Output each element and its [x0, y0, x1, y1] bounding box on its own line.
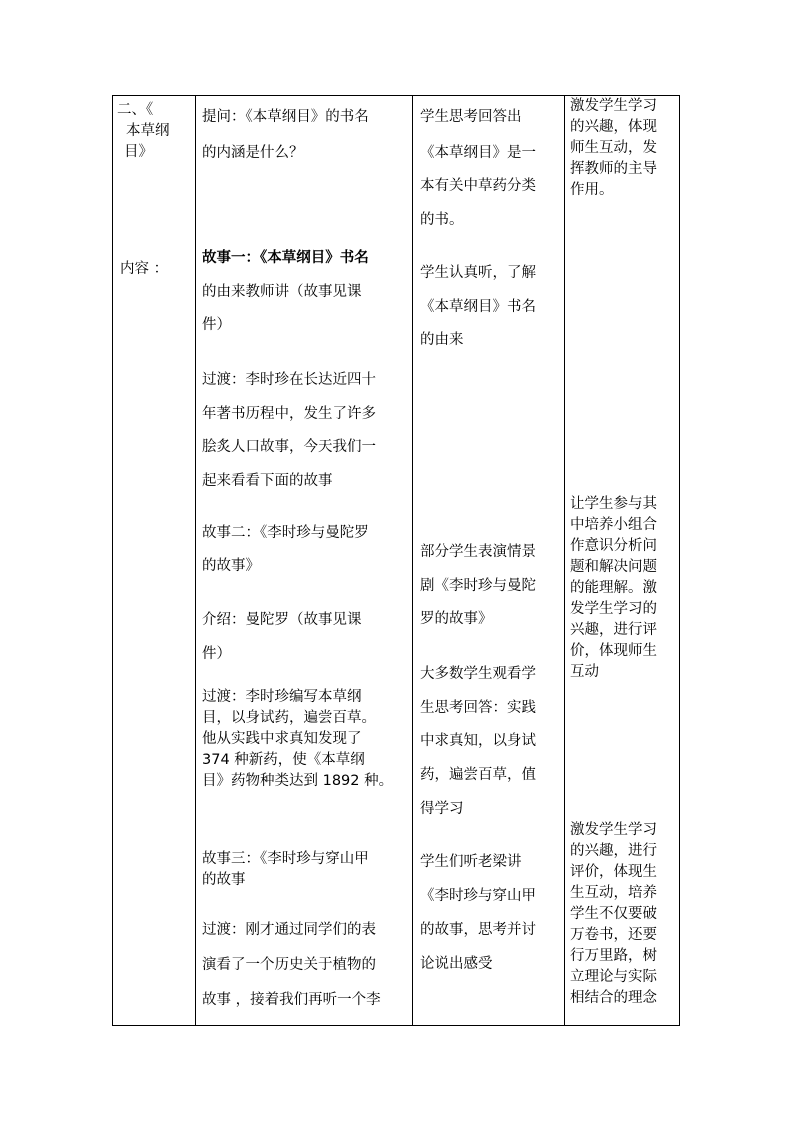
transition-text: 起来看看下面的故事 [202, 473, 333, 489]
transition-text: 演看了一个历史关于植物的 [202, 957, 376, 973]
student-activity-text: 《本草纲目》是一 [420, 145, 536, 161]
transition-text: 他从实践中求真知发现了 [202, 731, 362, 747]
design-intent-text: 价，体现师生 [570, 643, 657, 659]
design-intent-text: 让学生参与其 [570, 496, 657, 512]
story-one-text: 件） [202, 317, 231, 333]
story-one-text: 的由来教师讲（故事见课 [202, 284, 362, 300]
intro-text: 介绍：曼陀罗（故事见课 [202, 612, 362, 628]
transition-text: 374 种新药，使《本草纲 [202, 752, 365, 768]
column-divider [195, 96, 196, 1025]
transition-text: 年著书历程中，发生了许多 [202, 406, 376, 422]
story-three-title: 的故事 [202, 872, 246, 888]
design-intent-text: 立理论与实际 [570, 969, 657, 985]
design-intent-text: 的能理解。激 [570, 580, 657, 596]
intro-text: 件） [202, 646, 231, 662]
student-activity-text: 剧《李时珍与曼陀 [420, 578, 536, 594]
transition-text: 目，以身试药，遍尝百草。 [202, 710, 376, 726]
design-intent-text: 的兴趣，体现 [570, 119, 657, 135]
student-activity-text: 罗的故事》 [420, 611, 493, 627]
section-heading-line: 本草纲 [126, 123, 170, 139]
student-activity-text: 《本草纲目》书名 [420, 299, 536, 315]
content-label: 内容 ： [120, 261, 169, 277]
column-divider [412, 96, 413, 1025]
student-activity-text: 学生认真听，了解 [420, 265, 536, 281]
transition-text: 目》药物种类达到 1892 种。 [202, 773, 394, 789]
student-activity-text: 论说出感受 [420, 956, 493, 972]
story-three-title: 故事三：《李时珍与穿山甲 [202, 851, 369, 867]
student-activity-text: 的由来 [420, 332, 464, 348]
student-activity-text: 生思考回答：实践 [420, 700, 536, 716]
design-intent-text: 激发学生学习 [570, 822, 657, 838]
design-intent-text: 的兴趣，进行 [570, 843, 657, 859]
design-intent-text: 兴趣，进行评 [570, 622, 657, 638]
design-intent-text: 行万里路，树 [570, 948, 657, 964]
design-intent-text: 师生互动，发 [570, 140, 657, 156]
design-intent-text: 评价，体现生 [570, 864, 657, 880]
design-intent-text: 中培养小组合 [570, 517, 657, 533]
student-activity-text: 部分学生表演情景 [420, 544, 536, 560]
section-heading-line: 二、《 [117, 102, 154, 118]
design-intent-text: 作意识分析问 [570, 538, 657, 554]
design-intent-text: 万卷书，还要 [570, 927, 657, 943]
design-intent-text: 学生不仅要破 [570, 906, 657, 922]
transition-text: 过渡：李时珍在长达近四十 [202, 372, 376, 388]
design-intent-text: 作用。 [570, 182, 614, 198]
student-activity-text: 大多数学生观看学 [420, 666, 536, 682]
design-intent-text: 相结合的理念 [570, 990, 657, 1006]
story-two-title: 故事二：《李时珍与曼陀罗 [202, 525, 369, 541]
section-heading-line: 目》 [124, 144, 153, 160]
design-intent-text: 发学生学习的 [570, 601, 657, 617]
student-activity-text: 的书。 [420, 212, 464, 228]
design-intent-text: 互动 [570, 664, 599, 680]
transition-text: 脍炙人口故事，今天我们一 [202, 439, 376, 455]
design-intent-text: 题和解决问题 [570, 559, 657, 575]
transition-text: 过渡：刚才通过同学们的表 [202, 922, 376, 938]
student-activity-text: 本有关中草药分类 [420, 178, 536, 194]
question-text: 提问：《本草纲目》的书名 [202, 109, 369, 125]
student-activity-text: 学生们听老梁讲 [420, 854, 522, 870]
transition-text: 故事 ，接着我们再听一个李 [202, 992, 381, 1008]
student-activity-text: 学生思考回答出 [420, 109, 522, 125]
student-activity-text: 得学习 [420, 801, 464, 817]
student-activity-text: 药，遍尝百草，值 [420, 767, 536, 783]
student-activity-text: 的故事，思考并讨 [420, 922, 536, 938]
student-activity-text: 中求真知，以身试 [420, 733, 536, 749]
transition-text: 过渡：李时珍编写本草纲 [202, 689, 362, 705]
story-two-title: 的故事》 [202, 558, 260, 574]
question-text: 的内涵是什么？ [202, 145, 304, 161]
design-intent-text: 生互动，培养 [570, 885, 657, 901]
column-divider [564, 96, 565, 1025]
design-intent-text: 挥教师的主导 [570, 161, 657, 177]
student-activity-text: 《李时珍与穿山甲 [420, 888, 536, 904]
story-one-title: 故事一：《本草纲目》书名 [202, 250, 369, 266]
design-intent-text: 激发学生学习 [570, 98, 657, 114]
